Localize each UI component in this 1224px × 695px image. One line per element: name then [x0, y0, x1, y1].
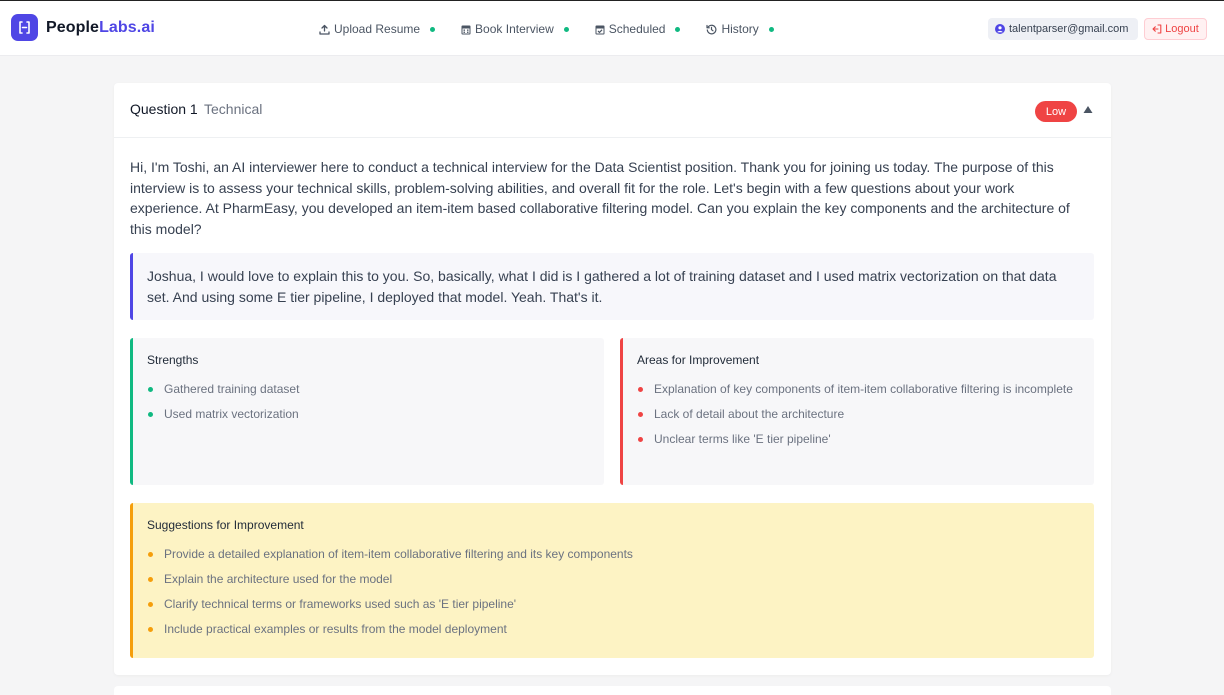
nav-book-interview[interactable]	[461, 22, 569, 36]
top-navbar	[0, 0, 1224, 56]
nav-history-label: History	[721, 22, 759, 36]
improvement-areas-list	[637, 380, 1078, 448]
list-item: Gathered training dataset	[147, 380, 588, 398]
nav-scheduled-label: Scheduled	[608, 22, 666, 36]
question-title: Question 1	[130, 101, 198, 117]
brand-name	[46, 19, 155, 37]
nav-upload-resume-label: Upload Resume	[334, 22, 421, 36]
improvement-areas-panel	[620, 338, 1094, 485]
nav-status-dot	[675, 27, 680, 32]
nav-history[interactable]	[706, 22, 773, 36]
bracket-logo-icon	[11, 14, 38, 41]
nav-book-interview-label: Book Interview	[475, 22, 554, 36]
suggestions-list	[147, 545, 1078, 638]
question-card-header[interactable]	[114, 83, 1111, 138]
logout-button[interactable]	[1144, 18, 1207, 40]
rating-badge: Low	[1035, 101, 1077, 122]
list-item: Provide a detailed explanation of item-item collaborative filtering and its key components	[147, 545, 1078, 563]
suggestions-panel	[130, 503, 1094, 658]
list-item: Lack of detail about the architecture	[637, 405, 1078, 423]
improvement-areas-title: Areas for Improvement	[637, 353, 760, 367]
nav-status-dot	[564, 27, 569, 32]
user-circle-icon	[995, 24, 1005, 34]
user-email-chip[interactable]	[988, 18, 1138, 40]
next-question-card	[114, 686, 1111, 695]
list-item: Used matrix vectorization	[147, 405, 588, 423]
user-email: talentparser@gmail.com	[1009, 23, 1129, 35]
question-type: Technical	[204, 101, 263, 117]
list-item: Explain the architecture used for the model	[147, 570, 1078, 588]
strengths-list	[147, 380, 588, 423]
list-item: Explanation of key components of item-item collaborative filtering is incomplete	[637, 380, 1078, 398]
nav-upload-resume[interactable]	[319, 22, 435, 36]
question-text: Hi, I'm Toshi, an AI interviewer here to conduct a technical interview for the Data Scientist position. Thank you for joining us today. The purpose of this interview is to assess your technical skills, problem-solving abilities, and overall fit for the role. Let's begin with a few questions about your work experience. At PharmEasy, you developed an item-item based collaborative filtering model. Can you explain the key components and the architecture of this model?	[130, 159, 1070, 237]
upload-icon	[319, 24, 330, 35]
suggestions-title: Suggestions for Improvement	[147, 518, 304, 532]
brand[interactable]	[11, 14, 155, 41]
chevron-up-icon[interactable]	[1083, 105, 1093, 114]
nav-scheduled[interactable]	[595, 22, 681, 36]
nav-links	[319, 1, 800, 57]
logout-icon	[1152, 24, 1162, 34]
list-item: Clarify technical terms or frameworks used such as 'E tier pipeline'	[147, 595, 1078, 613]
nav-status-dot	[769, 27, 774, 32]
list-item: Include practical examples or results from the model deployment	[147, 620, 1078, 638]
brand-name-part1: People	[46, 18, 100, 36]
logout-label: Logout	[1165, 23, 1199, 35]
nav-status-dot	[430, 27, 435, 32]
candidate-answer: Joshua, I would love to explain this to you. So, basically, what I did is I gathered a lot of training dataset and I used matrix vectorization on that data set. And using some E tier pipeline, I deployed that model. Yeah. That's it.	[130, 253, 1094, 320]
strengths-panel	[130, 338, 604, 485]
calendar-check-icon	[595, 24, 605, 35]
history-icon	[706, 24, 717, 35]
calendar-icon	[461, 24, 471, 35]
strengths-title: Strengths	[147, 353, 199, 367]
question-card	[114, 83, 1111, 675]
list-item: Unclear terms like 'E tier pipeline'	[637, 430, 1078, 448]
brand-name-part2: Labs.ai	[99, 18, 155, 36]
